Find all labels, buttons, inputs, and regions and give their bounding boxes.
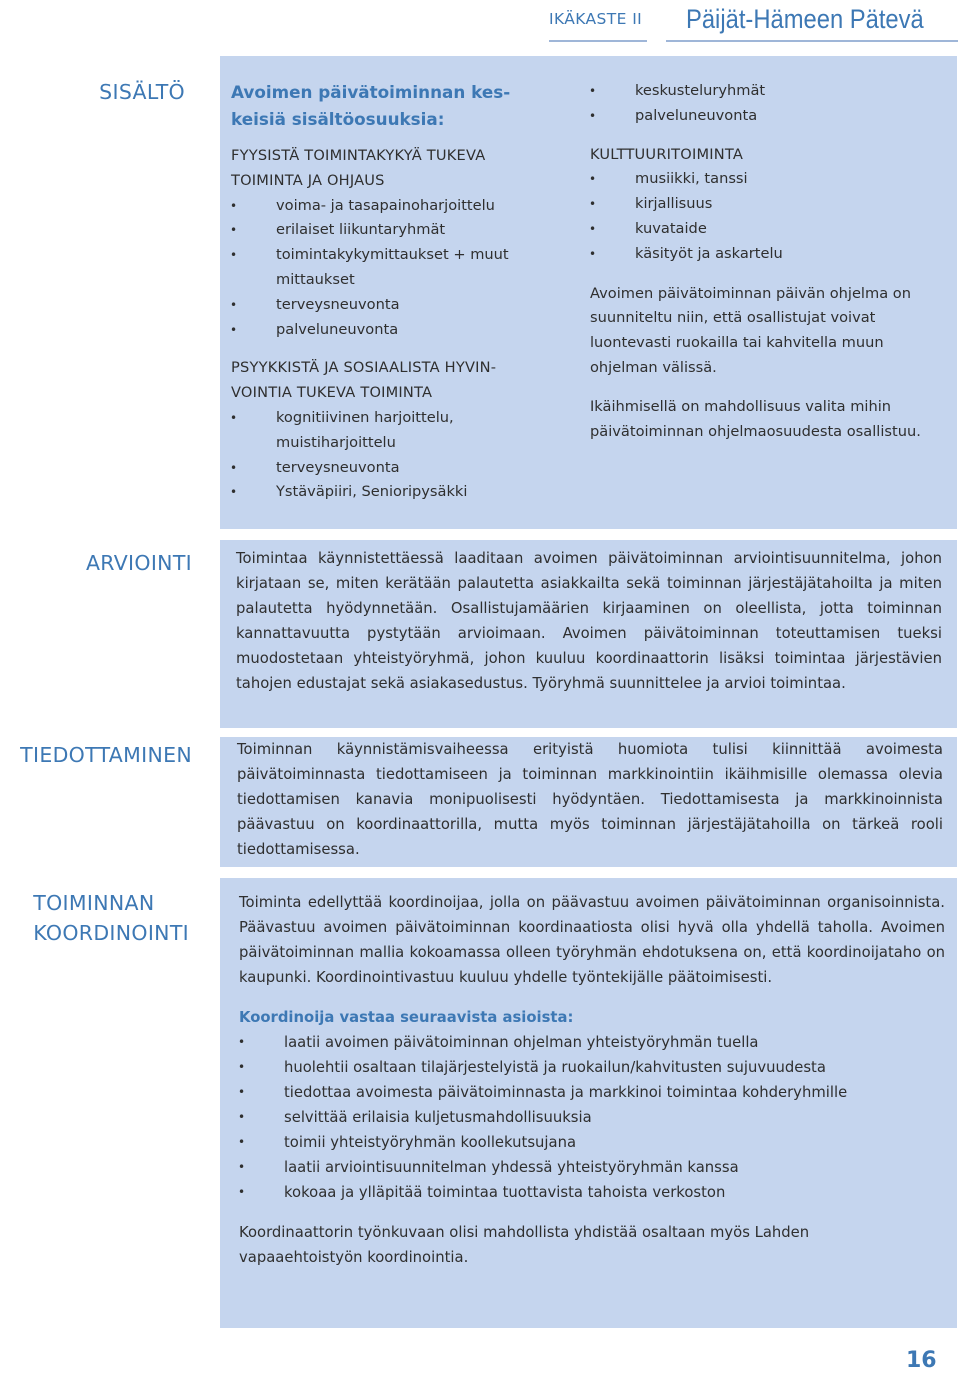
section-label-arviointi: ARVIOINTI: [85, 551, 192, 575]
list-item: • palveluneuvonta: [231, 318, 561, 343]
list-item: • kirjallisuus: [590, 192, 945, 217]
communication-text: Toiminnan käynnistämisvaiheessa erityistä huomiota tulisi kiinnittää avoimesta päivätoiminnasta tiedottamiseen ja toiminnan markkinointiin ikäihmisille olemassa olevia tiedottamisen kanavia monipuolisesti hyödyntäen. Tiedottamisesta ja markkinoinnista päävastuu on koordinaattorilla, mutta myös toiminnan järjestäjätahoilla on tärkeä rooli tiedottamisessa.: [237, 741, 943, 858]
list-item: • laatii arviointisuunnitelman yhdessä yhteistyöryhmän kanssa: [239, 1155, 945, 1180]
group-title: FYYSISTÄ TOIMINTAKYKYÄ TUKEVA TOIMINTA JA OHJAUS: [231, 147, 486, 189]
content-column-right: [590, 79, 945, 444]
evaluation-text: Toimintaa käynnistettäessä laaditaan avoimen päivätoiminnan arviointisuunnitelma, johon kirjataan se, miten kerätään palautetta asiakkailta sekä toiminnan järjestäjätahoilta ja miten palautetta hyödynnetään. Osallistujamäärien kirjaaminen on oleellista, jotta toiminnan kannattavuutta pystytään arvioimaan. Avoimen päivätoiminnan toteuttamisen tueksi muodostetaan yhteistyöryhmä, johon kuuluu koordinaattorin lisäksi toimintaa järjestävien tahojen edustajat sekä asiakasedustus. Työryhmä suunnittelee ja arvioi toimintaa.: [236, 550, 942, 692]
list-item: • kuvataide: [590, 217, 945, 242]
section-label-sisalto: SISÄLTÖ: [99, 80, 185, 104]
coordination-text: Toiminta edellyttää koordinoijaa, jolla on päävastuu avoimen päivätoiminnan organisoinnista. Päävastuu avoimen päivätoiminnan koordinaatiosta olisi hyvä olla yhdellä taholla. Avoimen päivätoiminnan mallia kokoamassa olleen työryhmän ehdotuksena on, että koordinoijataho on kaupunki. Koordinointivastuu kuuluu yhdelle työntekijälle päätoimisesti.: [239, 894, 945, 986]
header-org-title: Päijät-Hämeen Pätevä: [686, 4, 924, 34]
section-label-koordinointi-line1: TOIMINNAN: [33, 891, 155, 915]
header-section: [549, 4, 647, 42]
bullet-list: [590, 79, 945, 129]
list-item: • musiikki, tanssi: [590, 167, 945, 192]
responsibility-list: [239, 1030, 945, 1205]
list-item: • huolehtii osaltaan tilajärjestelyistä ja ruokailun/kahvitusten sujuvuudesta: [239, 1055, 945, 1080]
bullet-list: [231, 194, 561, 343]
list-item: • toimii yhteistyöryhmän koollekutsujana: [239, 1130, 945, 1155]
list-item: • toimintakykymittaukset + muut mittaukset: [231, 243, 561, 293]
list-item: • käsityöt ja askartelu: [590, 242, 945, 267]
content-column-left: [231, 79, 561, 505]
list-item: • keskusteluryhmät: [590, 79, 945, 104]
list-item: • terveysneuvonta: [231, 456, 561, 481]
section-label-koordinointi-line2: KOORDINOINTI: [33, 921, 189, 945]
list-item: • selvittää erilaisia kuljetusmahdollisuuksia: [239, 1105, 945, 1130]
coordination-subheading: Koordinoija vastaa seuraavista asioista:: [239, 1009, 574, 1026]
coordination-closing: Koordinaattorin työnkuvaan olisi mahdollista yhdistää osaltaan myös Lahden vapaaehtoistyön koordinointia.: [239, 1224, 810, 1266]
list-item: • kognitiivinen harjoittelu, muistiharjoittelu: [231, 406, 561, 456]
bullet-list: [231, 406, 561, 505]
group-title: PSYYKKISTÄ JA SOSIAALISTA HYVIN- VOINTIA TUKEVA TOIMINTA: [231, 359, 497, 402]
section-label-koordinointi: [33, 888, 189, 948]
list-item: • terveysneuvonta: [231, 293, 561, 318]
header-section-label: IKÄKASTE II: [549, 10, 643, 28]
paragraph: Ikäihmisellä on mahdollisuus valita mihin päivätoiminnan ohjelmaosuudesta osallistuu.: [590, 397, 921, 440]
page-number: 16: [906, 1348, 937, 1373]
list-item: • laatii avoimen päivätoiminnan ohjelman yhteistyöryhmän tuella: [239, 1030, 945, 1055]
header-org: [666, 4, 958, 42]
list-item: • erilaiset liikuntaryhmät: [231, 218, 561, 243]
coordination-body: [239, 890, 945, 1270]
list-item: • palveluneuvonta: [590, 104, 945, 129]
list-item: • kokoaa ja ylläpitää toimintaa tuottavista tahoista verkoston: [239, 1180, 945, 1205]
group-title: KULTTUURITOIMINTA: [590, 145, 744, 163]
content-heading: Avoimen päivätoiminnan kes- keisiä sisältöosuuksia:: [231, 82, 511, 129]
list-item: • Ystäväpiiri, Senioripysäkki: [231, 480, 561, 505]
list-item: • tiedottaa avoimesta päivätoiminnasta ja markkinoi toimintaa kohderyhmille: [239, 1080, 945, 1105]
paragraph: Avoimen päivätoiminnan päivän ohjelma on suunniteltu niin, että osallistujat voivat luontevasti ruokailla tai kahvitella muun ohjelman välissä.: [590, 284, 911, 376]
list-item: • voima- ja tasapainoharjoittelu: [231, 194, 561, 219]
bullet-list: [590, 167, 945, 266]
section-label-tiedottaminen: TIEDOTTAMINEN: [20, 743, 192, 767]
